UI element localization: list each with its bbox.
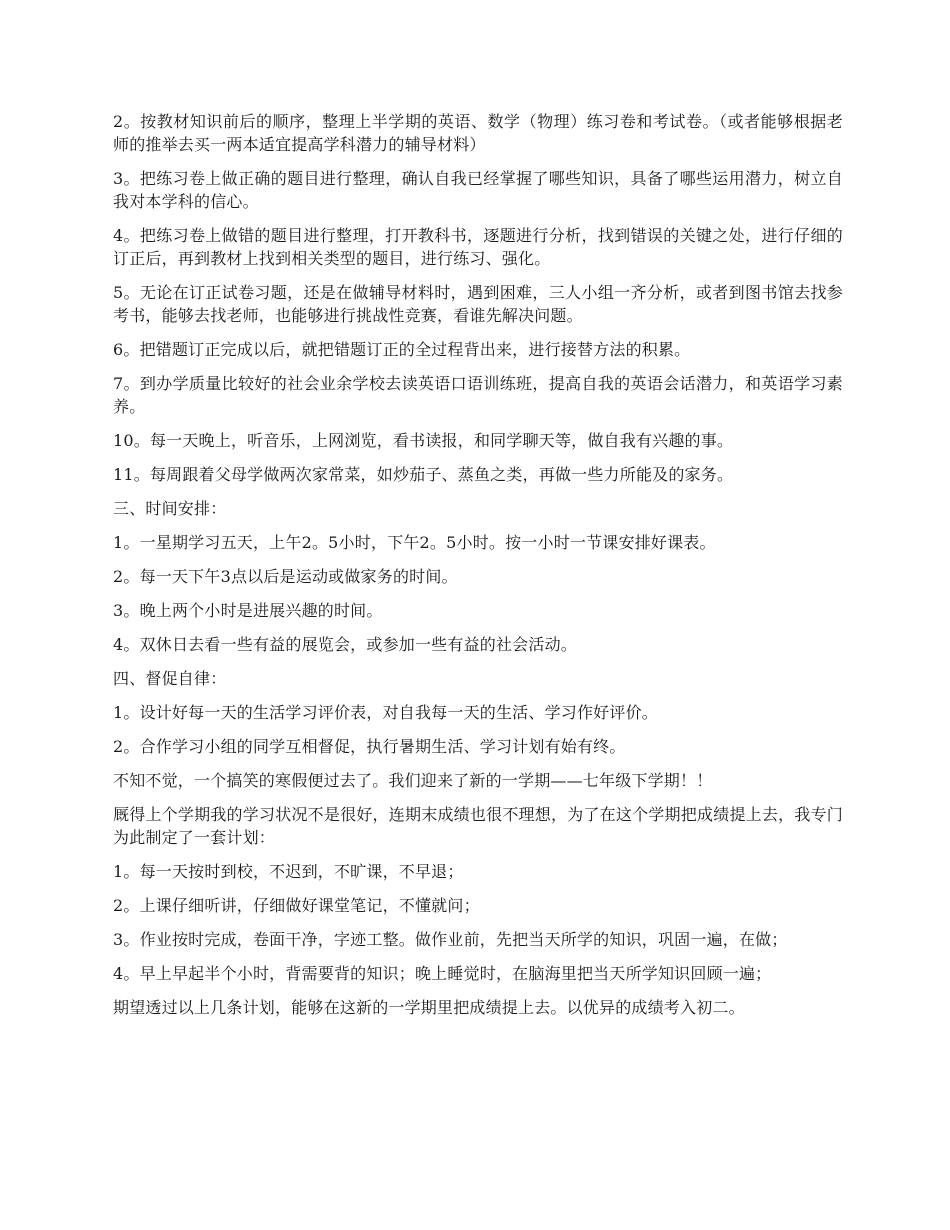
paragraph-evening-interest: 3。晚上两个小时是进展兴趣的时间。 [113,601,383,620]
paragraph-weekly-study: 1。一星期学习五天，上午2。5小时，下午2。5小时。按一小时一节课安排好课表。 [113,533,716,552]
paragraph-last-semester: 厩得上个学期我的学习状况不是很好，连期末成绩也很不理想，为了在这个学期把成绩提上去，我专门为此制定了一套计划： [113,805,843,847]
paragraph-review-order: 2。按教材知识前后的顺序，整理上半学期的英语、数学（物理）练习卷和考试卷。（或者能够根据老师的推举去买一两本适宜提高学科潜力的辅导材料） [113,112,843,154]
paragraph-correct-questions: 3。把练习卷上做正确的题目进行整理，确认自我已经掌握了哪些知识，具备了哪些运用潜力，树立自我对本学科的信心。 [113,169,843,211]
paragraph-error-recitation: 6。把错题订正完成以后，就把错题订正的全过程背出来，进行接替方法的积累。 [113,340,691,359]
section-heading-schedule: 三、时间安排： [113,499,227,518]
paragraph-group-supervision: 2。合作学习小组的同学互相督促，执行暑期生活、学习计划有始有终。 [113,737,626,756]
paragraph-difficulties: 5。无论在订正试卷习题，还是在做辅导材料时，遇到困难，三人小组一齐分析，或者到图书馆去找参考书，能够去找老师，也能够进行挑战性竞赛，看谁先解决问题。 [113,283,843,325]
paragraph-afternoon: 2。每一天下午3点以后是运动或做家务的时间。 [113,567,458,586]
document-body [113,110,843,1030]
paragraph-plan-punctual: 1。每一天按时到校，不迟到，不旷课，不早退； [113,862,464,881]
paragraph-weekend: 4。双休日去看一些有益的展览会，或参加一些有益的社会活动。 [113,635,577,654]
paragraph-conclusion: 期望透过以上几条计划，能够在这新的一学期里把成绩提上去。以优异的成绩考入初二。 [113,998,745,1017]
paragraph-english-class: 7。到办学质量比较好的社会业余学校去读英语口语训练班，提高自我的英语会话潜力，和英语学习素养。 [113,374,843,416]
section-heading-self-discipline: 四、督促自律： [113,669,227,688]
paragraph-plan-homework: 3。作业按时完成，卷面干净，字迹工整。做作业前，先把当天所学的知识，巩固一遍，在做； [113,930,788,949]
paragraph-wrong-questions: 4。把练习卷上做错的题目进行整理，打开教科书，逐题进行分析，找到错误的关键之处，进行仔细的订正后，再到教材上找到相关类型的题目，进行练习、强化。 [113,226,843,268]
paragraph-evening-activities: 10。每一天晚上，听音乐，上网浏览，看书读报，和同学聊天等，做自我有兴趣的事。 [113,431,734,450]
paragraph-evaluation-form: 1。设计好每一天的生活学习评价表，对自我每一天的生活、学习作好评价。 [113,703,658,722]
paragraph-cooking: 11。每周跟着父母学做两次家常菜，如炒茄子、蒸鱼之类，再做一些力所能及的家务。 [113,465,734,484]
paragraph-plan-morning: 4。早上早起半个小时，背需要背的知识；晚上睡觉时，在脑海里把当天所学知识回顾一遍； [113,964,772,983]
paragraph-winter-break: 不知不觉，一个搞笑的寒假便过去了。我们迎来了新的一学期——七年级下学期！！ [113,771,713,790]
paragraph-plan-listen: 2。上课仔细听讲，仔细做好课堂笔记，不懂就问； [113,896,480,915]
